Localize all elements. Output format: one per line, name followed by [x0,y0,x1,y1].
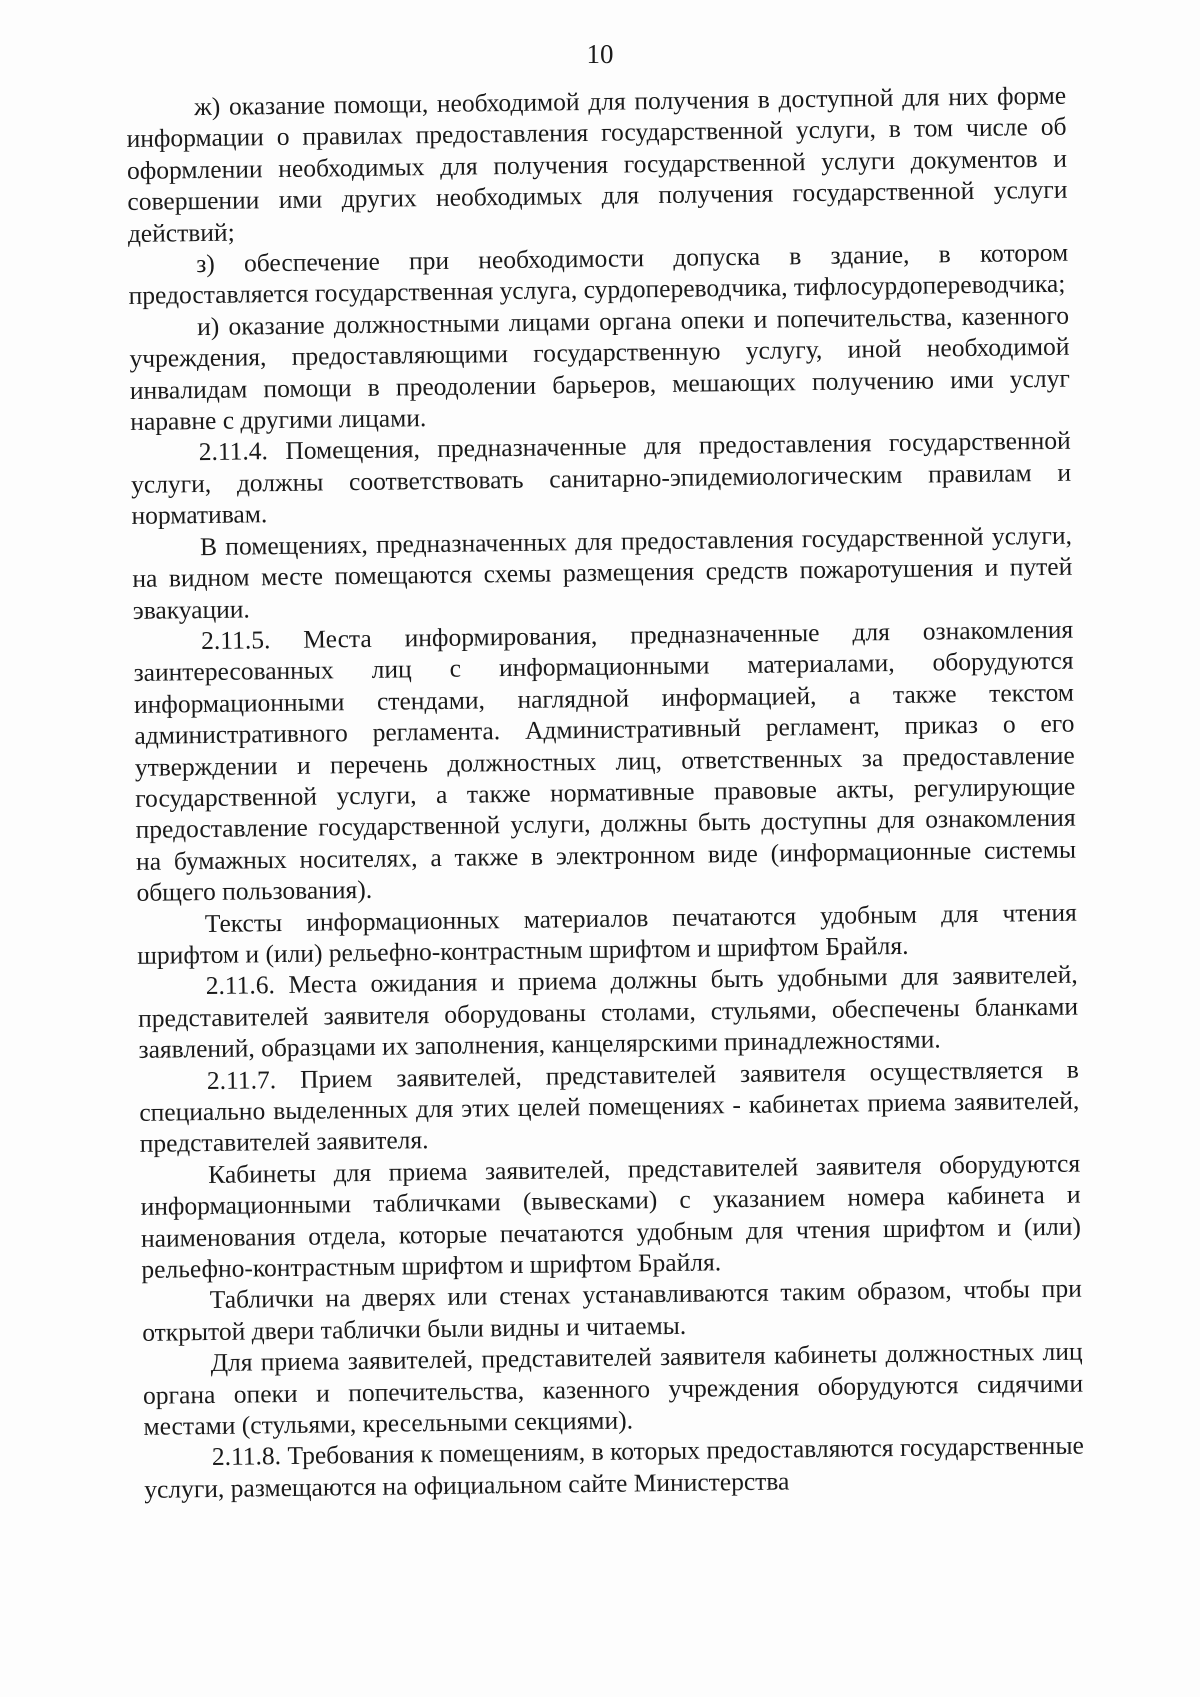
paragraph-evacuation: В помещениях, предназначенных для предоставления государственной услуги, на видном месте помещаются схемы размещения средств пожаротушения и путей эвакуации. [132,520,1073,625]
paragraph-i: и) оказание должностными лицами органа опеки и попечительства, казенного учреждения, предоставляющими государственную услугу, иной необходимой инвалидам помощи в преодолении барьеров, мешающих получению ими услуг наравне с другими лицами. [129,300,1071,437]
document-body [126,80,1084,1505]
paragraph-2-11-5: 2.11.5. Места информирования, предназначенные для ознакомления заинтересованных лиц с информационными материалами, оборудуются информационными стендами, наглядной информацией, а также текстом административного регламента. Административный регламент, приказ о его утверждении и перечень должностных лиц, ответственных за предоставление государственной услуги, а также нормативные правовые акты, регулирующие предоставление государственной услуги, должны быть доступны для ознакомления на бумажных носителях, а также в электронном виде (информационные системы общего пользования). [133,614,1077,908]
paragraph-cabinets: Кабинеты для приема заявителей, представителей заявителя оборудуются информационными табличками (вывесками) с указанием номера кабинета и наименования отдела, которые печатаются удобным для чтения шрифтом и (или) рельефно-контрастным шрифтом и шрифтом Брайля. [140,1148,1082,1284]
paragraph-zh: ж) оказание помощи, необходимой для получения в доступной для них форме информации о правилах предоставления государственной услуги, в том числе об оформлении необходимых для получения государственной услуги документов и совершении ими других необходимых для получения государственной услуги действий; [126,80,1068,248]
paragraph-z: з) обеспечение при необходимости допуска в здание, в котором предоставляется государственная услуга, сурдопереводчика, тифлосурдопереводчика; [128,237,1069,311]
paragraph-2-11-6: 2.11.6. Места ожидания и приема должны быть удобными для заявителей, представителей заявителя оборудованы столами, стульями, обеспечены бланками заявлений, образцами их заполнения, канцелярскими принадлежностями. [137,959,1079,1065]
paragraph-signs: Таблички на дверях или стенах устанавливаются таким образом, чтобы при открытой двери таблички были видны и читаемы. [142,1274,1082,1347]
paragraph-texts: Тексты информационных материалов печатаются удобным для чтения шрифтом и (или) рельефно-контрастным шрифтом и шрифтом Брайля. [137,897,1078,970]
page-number: 10 [586,39,614,69]
paragraph-seating: Для приема заявителей, представителей заявителя кабинеты должностных лиц органа опеки и попечительства, казенного учреждения оборудуются сидячими местами (стульями, кресельными секциями). [142,1336,1084,1441]
paragraph-2-11-4: 2.11.4. Помещения, предназначенные для предоставления государственной услуги, должны соответствовать санитарно-эпидемиологическим правилам и нормативам. [130,426,1072,531]
paragraph-2-11-7: 2.11.7. Прием заявителей, представителей заявителя осуществляется в специально выделенных для этих целей помещениях - кабинетах приема заявителей, представителей заявителя. [139,1054,1080,1159]
paragraph-2-11-8: 2.11.8. Требования к помещениям, в которых предоставляются государственные услуги, размещаются на официальном сайте Министерства [144,1431,1084,1504]
